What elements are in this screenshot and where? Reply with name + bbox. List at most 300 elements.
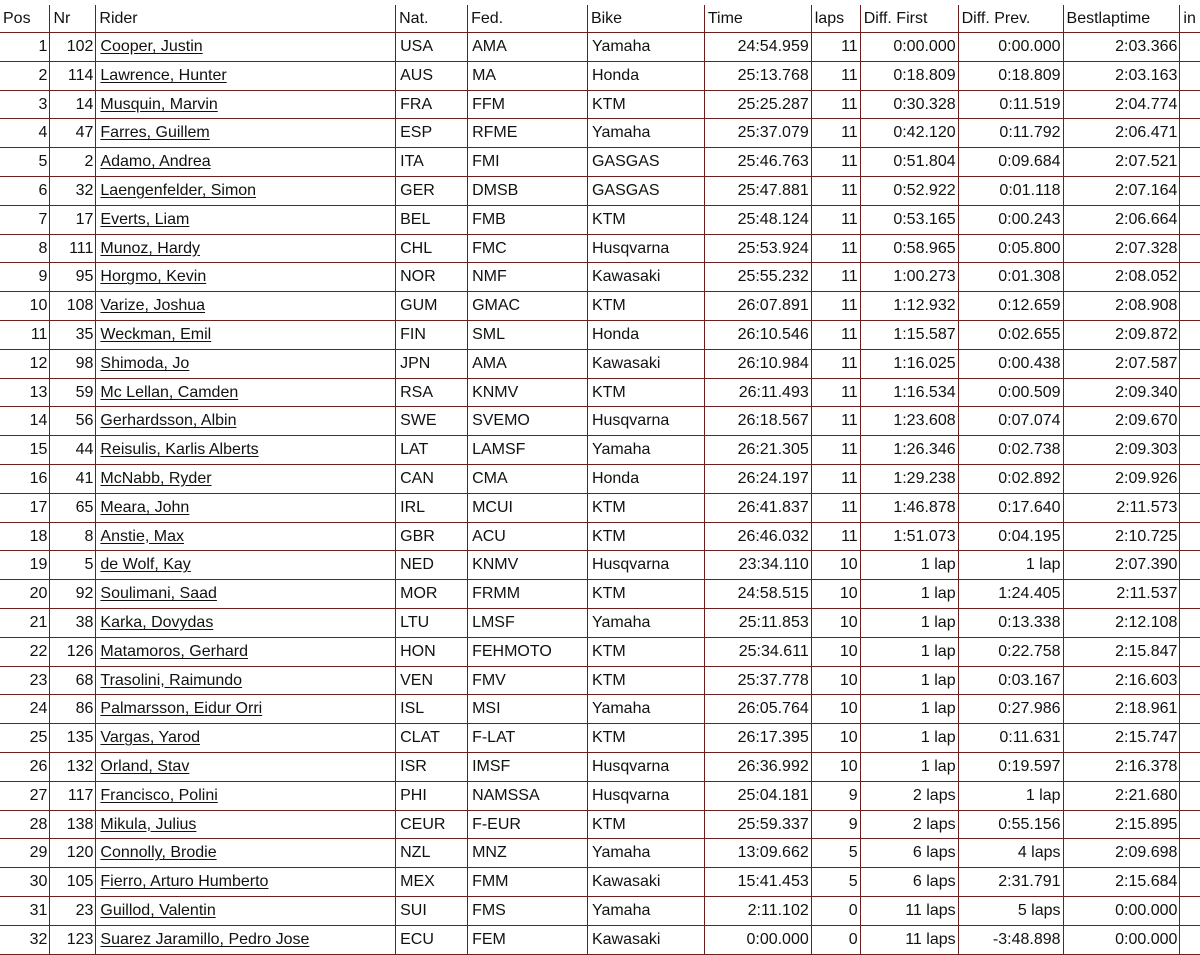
cell-time: 26:36.992 (704, 752, 811, 781)
cell-diff-prev: 0:02.892 (958, 464, 1063, 493)
cell-bestlaptime: 2:07.587 (1063, 349, 1180, 378)
cell-pos: 7 (0, 205, 50, 234)
cell-pos: 30 (0, 868, 50, 897)
cell-nr: 98 (50, 349, 96, 378)
cell-in (1180, 176, 1200, 205)
cell-bike: KTM (587, 637, 704, 666)
rider-link[interactable]: Lawrence, Hunter (100, 66, 227, 84)
cell-diff-first: 0:51.804 (860, 148, 958, 177)
cell-laps: 10 (811, 666, 860, 695)
cell-in (1180, 839, 1200, 868)
table-row (0, 176, 1200, 205)
cell-fed: MSI (468, 695, 588, 724)
cell-rider (96, 33, 396, 62)
cell-nat: HON (396, 637, 468, 666)
cell-bestlaptime: 2:09.926 (1063, 464, 1180, 493)
cell-in (1180, 493, 1200, 522)
cell-in (1180, 320, 1200, 349)
cell-time: 25:53.924 (704, 234, 811, 263)
cell-diff-first: 11 laps (860, 925, 958, 954)
cell-diff-prev: 0:00.509 (958, 378, 1063, 407)
cell-time: 26:05.764 (704, 695, 811, 724)
cell-pos: 20 (0, 580, 50, 609)
cell-pos: 28 (0, 810, 50, 839)
cell-bestlaptime: 2:15.747 (1063, 724, 1180, 753)
cell-fed: SVEMO (468, 407, 588, 436)
cell-time: 24:54.959 (704, 33, 811, 62)
cell-pos: 25 (0, 724, 50, 753)
cell-laps: 11 (811, 320, 860, 349)
cell-rider (96, 464, 396, 493)
table-row (0, 896, 1200, 925)
rider-link[interactable]: Musquin, Marvin (100, 95, 218, 113)
cell-bike: Kawasaki (587, 868, 704, 897)
cell-fed: RFME (468, 119, 588, 148)
table-row (0, 61, 1200, 90)
cell-bike: Yamaha (587, 119, 704, 148)
rider-link[interactable]: Karka, Dovydas (100, 613, 214, 631)
cell-nr: 132 (50, 752, 96, 781)
cell-diff-first: 1 lap (860, 551, 958, 580)
cell-in (1180, 551, 1200, 580)
cell-nat: CLAT (396, 724, 468, 753)
cell-diff-first: 1 lap (860, 695, 958, 724)
cell-time: 26:10.546 (704, 320, 811, 349)
table-row (0, 551, 1200, 580)
table-row (0, 378, 1200, 407)
cell-diff-first: 0:18.809 (860, 61, 958, 90)
cell-in (1180, 925, 1200, 954)
cell-nat: ESP (396, 119, 468, 148)
cell-diff-prev: 0:55.156 (958, 810, 1063, 839)
cell-bestlaptime: 2:18.961 (1063, 695, 1180, 724)
cell-pos: 10 (0, 292, 50, 321)
cell-laps: 11 (811, 61, 860, 90)
cell-time: 25:04.181 (704, 781, 811, 810)
header-bestlaptime: Bestlaptime (1063, 5, 1180, 33)
cell-bike: Kawasaki (587, 349, 704, 378)
cell-bike: Yamaha (587, 608, 704, 637)
cell-nat: RSA (396, 378, 468, 407)
table-row (0, 724, 1200, 753)
cell-diff-first: 0:58.965 (860, 234, 958, 263)
cell-in (1180, 378, 1200, 407)
cell-bike: Yamaha (587, 839, 704, 868)
table-row (0, 752, 1200, 781)
cell-nr: 117 (50, 781, 96, 810)
cell-diff-prev: 0:01.118 (958, 176, 1063, 205)
cell-rider (96, 407, 396, 436)
cell-bike: Yamaha (587, 33, 704, 62)
table-row (0, 436, 1200, 465)
cell-bestlaptime: 2:16.378 (1063, 752, 1180, 781)
cell-nr: 126 (50, 637, 96, 666)
header-fed: Fed. (468, 5, 588, 33)
cell-time: 26:07.891 (704, 292, 811, 321)
cell-diff-prev: 0:04.195 (958, 522, 1063, 551)
cell-bike: Husqvarna (587, 551, 704, 580)
cell-bike: KTM (587, 205, 704, 234)
cell-bestlaptime: 2:06.664 (1063, 205, 1180, 234)
cell-pos: 13 (0, 378, 50, 407)
cell-diff-first: 0:42.120 (860, 119, 958, 148)
rider-link[interactable]: Orland, Stav (100, 757, 190, 775)
cell-diff-first: 1:26.346 (860, 436, 958, 465)
rider-link[interactable]: Laengenfelder, Simon (100, 181, 257, 199)
cell-time: 2:11.102 (704, 896, 811, 925)
cell-nat: GUM (396, 292, 468, 321)
cell-rider (96, 637, 396, 666)
rider-link[interactable]: Vargas, Yarod (100, 729, 201, 747)
rider-link[interactable]: Meara, John (100, 498, 190, 516)
cell-diff-prev: 1 lap (958, 781, 1063, 810)
cell-laps: 10 (811, 551, 860, 580)
cell-nat: FIN (396, 320, 468, 349)
rider-link[interactable]: Everts, Liam (100, 210, 190, 228)
cell-in (1180, 407, 1200, 436)
cell-bestlaptime: 2:15.895 (1063, 810, 1180, 839)
cell-fed: FFM (468, 90, 588, 119)
cell-diff-first: 2 laps (860, 781, 958, 810)
cell-diff-prev: 0:07.074 (958, 407, 1063, 436)
cell-bike: KTM (587, 522, 704, 551)
cell-nat: GBR (396, 522, 468, 551)
cell-laps: 11 (811, 378, 860, 407)
rider-link[interactable]: Gerhardsson, Albin (100, 412, 237, 430)
cell-bestlaptime: 2:16.603 (1063, 666, 1180, 695)
cell-pos: 21 (0, 608, 50, 637)
rider-link[interactable]: Connolly, Brodie (100, 844, 217, 862)
cell-in (1180, 896, 1200, 925)
table-row (0, 407, 1200, 436)
table-row (0, 925, 1200, 954)
cell-nat: SUI (396, 896, 468, 925)
rider-link[interactable]: Cooper, Justin (100, 38, 203, 55)
rider-link[interactable]: Munoz, Hardy (100, 239, 200, 257)
cell-in (1180, 119, 1200, 148)
cell-fed: F-LAT (468, 724, 588, 753)
table-row (0, 119, 1200, 148)
cell-nr: 108 (50, 292, 96, 321)
cell-bike: KTM (587, 378, 704, 407)
cell-nr: 23 (50, 896, 96, 925)
rider-link[interactable]: McNabb, Ryder (100, 469, 212, 487)
cell-nr: 2 (50, 148, 96, 177)
cell-pos: 31 (0, 896, 50, 925)
cell-diff-first: 1:16.025 (860, 349, 958, 378)
cell-bestlaptime: 2:09.872 (1063, 320, 1180, 349)
cell-laps: 11 (811, 407, 860, 436)
cell-bike: KTM (587, 580, 704, 609)
rider-link[interactable]: Trasolini, Raimundo (100, 671, 243, 689)
rider-link[interactable]: Varize, Joshua (100, 297, 206, 315)
cell-fed: GMAC (468, 292, 588, 321)
cell-diff-first: 0:52.922 (860, 176, 958, 205)
cell-in (1180, 205, 1200, 234)
cell-rider (96, 349, 396, 378)
cell-diff-prev: 0:11.631 (958, 724, 1063, 753)
cell-pos: 18 (0, 522, 50, 551)
table-row (0, 810, 1200, 839)
header-rider: Rider (96, 5, 396, 33)
cell-bestlaptime: 2:11.573 (1063, 493, 1180, 522)
rider-link[interactable]: Adamo, Andrea (100, 153, 211, 171)
cell-bike: Honda (587, 320, 704, 349)
cell-nat: CHL (396, 234, 468, 263)
cell-fed: FMS (468, 896, 588, 925)
cell-laps: 11 (811, 176, 860, 205)
cell-bestlaptime: 2:21.680 (1063, 781, 1180, 810)
cell-in (1180, 263, 1200, 292)
cell-diff-prev: 0:01.308 (958, 263, 1063, 292)
cell-nr: 68 (50, 666, 96, 695)
cell-bestlaptime: 2:15.847 (1063, 637, 1180, 666)
cell-nat: LTU (396, 608, 468, 637)
cell-in (1180, 608, 1200, 637)
cell-bike: Yamaha (587, 695, 704, 724)
cell-time: 23:34.110 (704, 551, 811, 580)
cell-laps: 10 (811, 637, 860, 666)
cell-diff-first: 0:00.000 (860, 33, 958, 62)
cell-diff-prev: 1:24.405 (958, 580, 1063, 609)
cell-nr: 138 (50, 810, 96, 839)
cell-bike: KTM (587, 292, 704, 321)
cell-bike: Yamaha (587, 436, 704, 465)
cell-bike: Husqvarna (587, 407, 704, 436)
cell-nat: ISL (396, 695, 468, 724)
table-row (0, 637, 1200, 666)
cell-diff-first: 1:15.587 (860, 320, 958, 349)
cell-nat: NZL (396, 839, 468, 868)
cell-diff-prev: 5 laps (958, 896, 1063, 925)
cell-in (1180, 464, 1200, 493)
cell-pos: 19 (0, 551, 50, 580)
cell-time: 13:09.662 (704, 839, 811, 868)
cell-bike: GASGAS (587, 176, 704, 205)
cell-nr: 35 (50, 320, 96, 349)
cell-nr: 120 (50, 839, 96, 868)
cell-diff-prev: 0:17.640 (958, 493, 1063, 522)
rider-link[interactable]: Suarez Jaramillo, Pedro Jose (100, 930, 310, 948)
table-row (0, 839, 1200, 868)
cell-diff-prev: 2:31.791 (958, 868, 1063, 897)
rider-link[interactable]: Horgmo, Kevin (100, 268, 207, 286)
cell-rider (96, 580, 396, 609)
rider-link[interactable]: Palmarsson, Eidur Orri (100, 700, 263, 718)
cell-diff-first: 11 laps (860, 896, 958, 925)
cell-fed: AMA (468, 349, 588, 378)
rider-link[interactable]: Soulimani, Saad (100, 585, 217, 603)
cell-bike: KTM (587, 810, 704, 839)
cell-rider (96, 292, 396, 321)
cell-bestlaptime: 2:11.537 (1063, 580, 1180, 609)
cell-bestlaptime: 2:07.164 (1063, 176, 1180, 205)
cell-bike: KTM (587, 666, 704, 695)
table-row (0, 320, 1200, 349)
rider-link[interactable]: Francisco, Polini (100, 786, 218, 804)
cell-fed: NMF (468, 263, 588, 292)
table-row (0, 868, 1200, 897)
cell-bike: KTM (587, 90, 704, 119)
cell-diff-prev: 0:03.167 (958, 666, 1063, 695)
cell-diff-prev: 0:27.986 (958, 695, 1063, 724)
cell-diff-prev: 1 lap (958, 551, 1063, 580)
cell-fed: ACU (468, 522, 588, 551)
header-in: in (1180, 5, 1200, 33)
rider-link[interactable]: Anstie, Max (100, 527, 184, 545)
cell-nr: 65 (50, 493, 96, 522)
table-row (0, 205, 1200, 234)
cell-diff-prev: 0:02.738 (958, 436, 1063, 465)
table-row (0, 522, 1200, 551)
cell-diff-first: 1:16.534 (860, 378, 958, 407)
cell-laps: 10 (811, 580, 860, 609)
table-row (0, 493, 1200, 522)
cell-nat: NED (396, 551, 468, 580)
cell-in (1180, 522, 1200, 551)
cell-rider (96, 234, 396, 263)
cell-fed: MCUI (468, 493, 588, 522)
cell-bike: KTM (587, 724, 704, 753)
rider-link[interactable]: Matamoros, Gerhard (100, 642, 248, 660)
cell-rider (96, 378, 396, 407)
cell-laps: 9 (811, 781, 860, 810)
cell-bestlaptime: 2:08.908 (1063, 292, 1180, 321)
cell-diff-prev: 4 laps (958, 839, 1063, 868)
cell-time: 25:25.287 (704, 90, 811, 119)
cell-bestlaptime: 2:07.328 (1063, 234, 1180, 263)
cell-laps: 11 (811, 234, 860, 263)
header-diff-prev: Diff. Prev. (958, 5, 1063, 33)
table-row (0, 90, 1200, 119)
cell-rider (96, 781, 396, 810)
cell-rider (96, 176, 396, 205)
header-pos: Pos (0, 5, 50, 33)
cell-bestlaptime: 2:08.052 (1063, 263, 1180, 292)
cell-nr: 114 (50, 61, 96, 90)
cell-pos: 3 (0, 90, 50, 119)
cell-fed: FEM (468, 925, 588, 954)
rider-link[interactable]: Shimoda, Jo (100, 354, 190, 372)
cell-nr: 123 (50, 925, 96, 954)
cell-laps: 11 (811, 148, 860, 177)
cell-fed: SML (468, 320, 588, 349)
rider-link[interactable]: Mc Lellan, Camden (100, 383, 239, 401)
cell-fed: CMA (468, 464, 588, 493)
table-row (0, 349, 1200, 378)
cell-pos: 23 (0, 666, 50, 695)
cell-nat: JPN (396, 349, 468, 378)
cell-in (1180, 148, 1200, 177)
cell-in (1180, 724, 1200, 753)
cell-diff-prev: 0:19.597 (958, 752, 1063, 781)
cell-in (1180, 61, 1200, 90)
cell-nr: 38 (50, 608, 96, 637)
cell-diff-first: 1 lap (860, 608, 958, 637)
cell-laps: 5 (811, 839, 860, 868)
cell-pos: 12 (0, 349, 50, 378)
table-row (0, 666, 1200, 695)
cell-diff-first: 1 lap (860, 580, 958, 609)
cell-pos: 15 (0, 436, 50, 465)
table-row (0, 148, 1200, 177)
cell-bike: Husqvarna (587, 781, 704, 810)
cell-pos: 27 (0, 781, 50, 810)
cell-diff-first: 0:30.328 (860, 90, 958, 119)
cell-nr: 92 (50, 580, 96, 609)
cell-time: 25:59.337 (704, 810, 811, 839)
cell-bestlaptime: 2:07.390 (1063, 551, 1180, 580)
cell-rider (96, 666, 396, 695)
cell-time: 25:34.611 (704, 637, 811, 666)
rider-link[interactable]: Farres, Guillem (100, 124, 210, 142)
cell-time: 26:24.197 (704, 464, 811, 493)
cell-nat: ITA (396, 148, 468, 177)
cell-time: 25:46.763 (704, 148, 811, 177)
rider-link[interactable]: Fierro, Arturo Humberto (100, 873, 269, 891)
cell-nat: MEX (396, 868, 468, 897)
cell-time: 26:41.837 (704, 493, 811, 522)
cell-diff-prev: 0:12.659 (958, 292, 1063, 321)
cell-fed: LMSF (468, 608, 588, 637)
cell-time: 24:58.515 (704, 580, 811, 609)
cell-bike: KTM (587, 493, 704, 522)
cell-fed: IMSF (468, 752, 588, 781)
rider-link[interactable]: de Wolf, Kay (100, 556, 191, 574)
rider-link[interactable]: Weckman, Emil (100, 325, 212, 343)
cell-fed: MA (468, 61, 588, 90)
cell-laps: 10 (811, 695, 860, 724)
rider-link[interactable]: Mikula, Julius (100, 815, 197, 833)
cell-pos: 8 (0, 234, 50, 263)
rider-link[interactable]: Reisulis, Karlis Alberts (100, 441, 259, 459)
cell-pos: 32 (0, 925, 50, 954)
cell-rider (96, 61, 396, 90)
cell-diff-first: 1:51.073 (860, 522, 958, 551)
cell-bestlaptime: 0:00.000 (1063, 925, 1180, 954)
cell-bestlaptime: 2:12.108 (1063, 608, 1180, 637)
cell-in (1180, 292, 1200, 321)
cell-fed: FMC (468, 234, 588, 263)
cell-fed: DMSB (468, 176, 588, 205)
cell-nr: 59 (50, 378, 96, 407)
cell-time: 25:37.778 (704, 666, 811, 695)
cell-diff-first: 1 lap (860, 752, 958, 781)
cell-bestlaptime: 2:10.725 (1063, 522, 1180, 551)
cell-nr: 56 (50, 407, 96, 436)
cell-laps: 11 (811, 292, 860, 321)
cell-fed: FRMM (468, 580, 588, 609)
cell-diff-prev: 0:00.438 (958, 349, 1063, 378)
cell-laps: 10 (811, 724, 860, 753)
cell-rider (96, 608, 396, 637)
cell-nr: 86 (50, 695, 96, 724)
cell-laps: 0 (811, 925, 860, 954)
cell-diff-prev: 0:11.792 (958, 119, 1063, 148)
table-row (0, 292, 1200, 321)
cell-pos: 5 (0, 148, 50, 177)
cell-bike: GASGAS (587, 148, 704, 177)
cell-fed: LAMSF (468, 436, 588, 465)
cell-fed: FEHMOTO (468, 637, 588, 666)
rider-link[interactable]: Guillod, Valentin (100, 901, 216, 919)
cell-diff-first: 1:46.878 (860, 493, 958, 522)
cell-diff-prev: 0:13.338 (958, 608, 1063, 637)
cell-nr: 135 (50, 724, 96, 753)
cell-time: 15:41.453 (704, 868, 811, 897)
cell-bike: Kawasaki (587, 925, 704, 954)
cell-rider (96, 436, 396, 465)
